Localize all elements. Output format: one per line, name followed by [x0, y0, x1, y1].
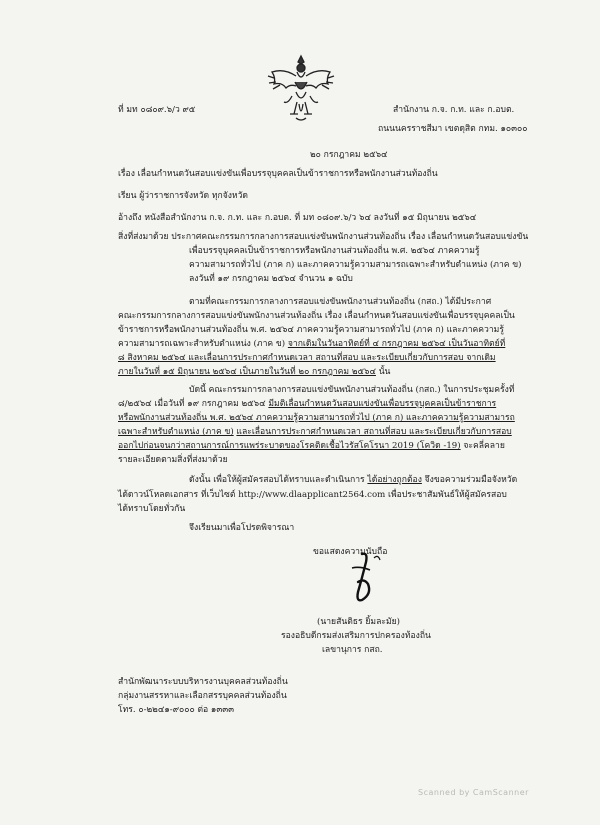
body-line: รายละเอียดตามสิ่งที่ส่งมาด้วย	[118, 455, 228, 465]
signer-title: รองอธิบดีกรมส่งเสริมการปกครองท้องถิ่น	[281, 631, 431, 641]
body-line	[118, 366, 390, 378]
signer-title: เลขานุการ กสถ.	[322, 645, 383, 655]
recipient-line: เรียน ผู้ว่าราชการจังหวัด ทุกจังหวัด	[118, 191, 249, 201]
underlined-text: จากเดิมในวันอาทิตย์ที่ ๔ กรกฎาคม ๒๕๖๔ เป็นวันอาทิตย์ที่	[287, 339, 506, 349]
underlined-text: ภายในวันที่ ๑๕ มิถุนายน ๒๕๖๔ เป็นภายในวันที่ ๒๐ กรกฎาคม ๒๕๖๔	[118, 367, 376, 377]
body-text: จึงขอความร่วมมือจังหวัด	[424, 475, 518, 485]
body-text: นั้น	[378, 367, 391, 377]
body-text: ๘/๒๕๖๔ เมื่อวันที่ ๑๙ กรกฎาคม ๒๕๖๔	[118, 399, 266, 409]
body-line	[118, 338, 505, 350]
enclosure-line: สิ่งที่ส่งมาด้วย ประกาศคณะกรรมการกลางการสอบแข่งขันพนักงานส่วนท้องถิ่น เรื่อง เลื่อนกำหนดวันสอบแข่งขัน	[118, 232, 529, 242]
regards-line: ขอแสดงความนับถือ	[313, 547, 388, 557]
body-line: ได้ดาวน์โหลดเอกสาร ที่เว็บไซต์ http://www.dlaapplicant2564.com เพื่อประชาสัมพันธ์ให้ผู้สมัครสอบ	[118, 490, 507, 500]
footer-phone: โทร. ๐-๒๒๔๑-๙๐๐๐ ต่อ ๑๓๓๓	[118, 705, 235, 715]
garuda-emblem-icon	[266, 52, 336, 124]
office-name: สำนักงาน ก.จ. ก.ท. และ ก.อบต.	[393, 105, 515, 115]
body-line: คณะกรรมการกลางการสอบแข่งขันพนักงานส่วนท้องถิ่น เรื่อง เลื่อนกำหนดวันสอบแข่งขันเพื่อบรรจุบุคคลเป็น	[118, 311, 515, 321]
footer-group: กลุ่มงานสรรหาและเลือกสรรบุคคลส่วนท้องถิ่น	[118, 691, 287, 701]
body-line: บัดนี้ คณะกรรมการกลางการสอบแข่งขันพนักงานส่วนท้องถิ่น (กสถ.) ในการประชุมครั้งที่	[189, 385, 515, 395]
underlined-text: เฉพาะสำหรับตำแหน่ง (ภาค ข)	[118, 427, 234, 437]
body-line: ได้ทราบโดยทั่วกัน	[118, 504, 186, 514]
body-line	[118, 440, 505, 452]
reference-number: ที่ มท ๐๘๐๙.๖/ว ๙๕	[118, 105, 196, 115]
body-line	[118, 426, 512, 438]
underlined-text: ๘ สิงหาคม ๒๕๖๔ และเลื่อนการประกาศกำหนดเวลา สถานที่สอบ และระเบียบเกี่ยวกับการสอบ จากเดิม	[118, 353, 496, 363]
signer-name: (นายสันติธร ยิ้มละมัย)	[317, 617, 401, 627]
enclosure-line: เพื่อบรรจุบุคคลเป็นข้าราชการหรือพนักงานส่วนท้องถิ่น พ.ศ. ๒๕๖๔ ภาคความรู้	[189, 246, 480, 256]
body-line: ตามที่คณะกรรมการกลางการสอบแข่งขันพนักงานส่วนท้องถิ่น (กสถ.) ได้มีประกาศ	[189, 297, 492, 307]
enclosure-line: ความสามารถทั่วไป (ภาค ก) และภาคความรู้ความสามารถเฉพาะสำหรับตำแหน่ง (ภาค ข)	[189, 260, 522, 270]
body-line	[189, 474, 517, 486]
office-address: ถนนนครราชสีมา เขตดุสิต กทม. ๑๐๓๐๐	[378, 124, 528, 134]
enclosure-line: ลงวันที่ ๑๙ กรกฎาคม ๒๕๖๔ จำนวน ๑ ฉบับ	[189, 274, 353, 284]
body-line	[118, 398, 496, 410]
reference-line: อ้างถึง หนังสือสำนักงาน ก.จ. ก.ท. และ ก.อบต. ที่ มท ๐๘๐๙.๖/ว ๖๔ ลงวันที่ ๑๕ มิถุนายน ๒๕๖๔	[118, 213, 477, 223]
underlined-text: ออกไปก่อนจนกว่าสถานการณ์การแพร่ระบาดของโรคติดเชื้อไวรัสโคโรนา 2019 (โควิด -19)	[118, 441, 461, 451]
body-text: จะคลี่คลาย	[463, 441, 505, 451]
body-text: ดังนั้น เพื่อให้ผู้สมัครสอบได้ทราบและดำเนินการ	[189, 475, 365, 485]
body-line: ข้าราชการหรือพนักงานส่วนท้องถิ่น พ.ศ. ๒๕๖๔ ภาคความรู้ความสามารถทั่วไป (ภาค ก) และภาคความรู้	[118, 325, 504, 335]
underlined-text	[118, 412, 515, 424]
underlined-text: ได้อย่างถูกต้อง	[367, 475, 422, 485]
underlined-text: และเลื่อนการประกาศกำหนดเวลา สถานที่สอบ และระเบียบเกี่ยวกับการสอบ	[236, 427, 512, 437]
footer-office: สำนักพัฒนาระบบบริหารงานบุคคลส่วนท้องถิ่น	[118, 677, 288, 687]
underlined-text: มีมติเลื่อนกำหนดวันสอบแข่งขันเพื่อบรรจุบุคคลเป็นข้าราชการ	[268, 399, 497, 409]
handwritten-signature-icon	[322, 548, 402, 610]
closing-line: จึงเรียนมาเพื่อโปรดพิจารณา	[189, 523, 295, 533]
subject-line: เรื่อง เลื่อนกำหนดวันสอบแข่งขันเพื่อบรรจุบุคคลเป็นข้าราชการหรือพนักงานส่วนท้องถิ่น	[118, 169, 438, 179]
body-text: ความสามารถเฉพาะสำหรับตำแหน่ง (ภาค ข)	[118, 339, 286, 349]
underlined-text: หรือพนักงานส่วนท้องถิ่น พ.ศ. ๒๕๖๔	[118, 413, 254, 423]
scan-watermark: Scanned by CamScanner	[418, 788, 529, 797]
letter-date: ๒๐ กรกฎาคม ๒๕๖๔	[310, 150, 388, 160]
underlined-text: ภาคความรู้ความสามารถทั่วไป (ภาค ก) และภาคความรู้ความสามารถ	[256, 413, 515, 423]
